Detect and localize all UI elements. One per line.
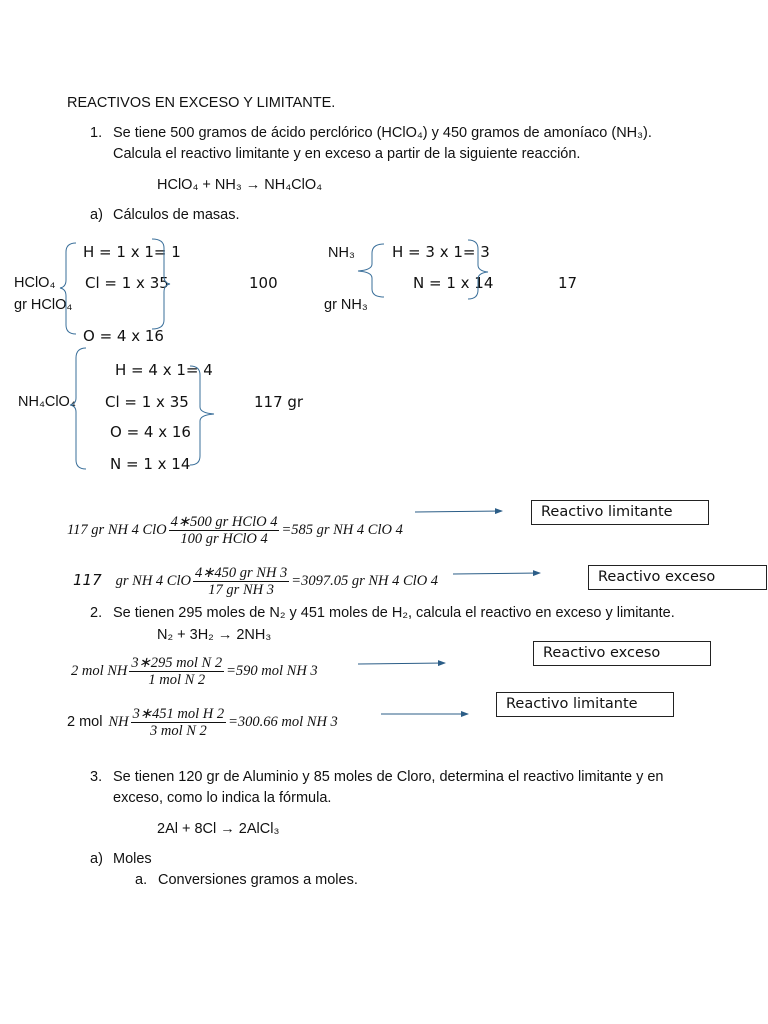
calc-3-arrow xyxy=(358,663,445,664)
calc-1-denominator: 100 gr HClO 4 xyxy=(180,531,268,547)
problem-2-number: 2. xyxy=(90,605,103,621)
calc-1-numerator: 4∗500 gr HClO 4 xyxy=(170,514,278,530)
problem-3-text-line1: Se tienen 120 gr de Aluminio y 85 moles de Cloro, determina el reactivo limitante y en xyxy=(113,769,664,785)
nh4clo4-total: 117 gr xyxy=(254,393,304,411)
nh4clo4-h-line: H = 4 x 1= 4 xyxy=(115,361,213,379)
calc-1-arrow xyxy=(415,511,502,512)
problem-1-sub-a-label: a) xyxy=(90,207,103,223)
nh4clo4-n-line: N = 1 x 14 xyxy=(110,455,191,473)
problem-2-reaction: N₂ + 3H₂ → 2NH₃ xyxy=(157,627,272,643)
calc-3-result-box: Reactivo exceso xyxy=(533,641,711,666)
problem-1-number: 1. xyxy=(90,125,103,141)
problem-1-text-line1: Se tiene 500 gramos de ácido perclórico (HClO₄) y 450 gramos de amoníaco (NH₃). xyxy=(113,125,652,141)
nh4clo4-o-line: O = 4 x 16 xyxy=(110,423,191,441)
calc-4-denominator: 3 mol N 2 xyxy=(149,723,207,739)
calc-2-equation xyxy=(73,565,438,598)
problem-3-number: 3. xyxy=(90,769,103,785)
calc-2-result-box: Reactivo exceso xyxy=(588,565,767,590)
nh4clo4-right-brace xyxy=(190,366,214,465)
calc-1-fraction xyxy=(169,514,280,547)
nh3-left-brace xyxy=(358,244,384,297)
calc-4-numerator: 3∗451 mol H 2 xyxy=(132,706,225,722)
calc-4-rhs: =300.66 mol NH 3 xyxy=(228,713,338,730)
calc-3-rhs: =590 mol NH 3 xyxy=(226,662,318,679)
calc-1-lhs: 117 gr NH 4 ClO xyxy=(67,521,167,538)
calc-4-lhs-prefix: 2 mol xyxy=(67,713,103,730)
calc-2-denominator: 17 gr NH 3 xyxy=(208,582,274,598)
problem-3-sub-a-a-label: a. xyxy=(135,872,148,888)
problem-2-text: Se tienen 295 moles de N₂ y 451 moles de H₂, calcula el reactivo en exceso y limitante. xyxy=(113,605,675,621)
nh3-label: NH₃ xyxy=(328,245,355,261)
nh3-unit: gr NH₃ xyxy=(324,297,368,313)
nh4clo4-cl-line: Cl = 1 x 35 xyxy=(105,393,189,411)
calc-2-fraction xyxy=(193,565,289,598)
problem-3-text-line2: exceso, como lo indica la fórmula. xyxy=(113,790,332,806)
problem-3-sub-a-a-text: Conversiones gramos a moles. xyxy=(158,872,358,888)
problem-1-reaction: HClO₄ + NH₃ → NH₄ClO₄ xyxy=(157,177,323,193)
calc-1-equation xyxy=(67,514,403,547)
calc-2-arrow xyxy=(453,573,540,574)
hclo4-unit: gr HClO₄ xyxy=(14,297,73,313)
nh3-h-line: H = 3 x 1= 3 xyxy=(392,243,490,261)
document-title: REACTIVOS EN EXCESO Y LIMITANTE. xyxy=(67,95,336,111)
calc-4-result-box: Reactivo limitante xyxy=(496,692,674,717)
hclo4-cl-line: Cl = 1 x 35 xyxy=(85,274,169,292)
calc-4-lhs: NH xyxy=(108,713,129,730)
hclo4-label: HClO₄ xyxy=(14,275,56,291)
problem-1-text-line2: Calcula el reactivo limitante y en exceso a partir de la siguiente reacción. xyxy=(113,146,581,162)
hclo4-o-line: O = 4 x 16 xyxy=(83,327,164,345)
problem-3-reaction: 2Al + 8Cl → 2AlCl₃ xyxy=(157,821,280,837)
calc-3-equation xyxy=(71,655,318,688)
calc-2-lhs: gr NH 4 ClO xyxy=(115,572,191,589)
calc-1-result-box: Reactivo limitante xyxy=(531,500,709,525)
problem-3-sub-a-text: Moles xyxy=(113,851,152,867)
calc-2-numerator: 4∗450 gr NH 3 xyxy=(194,565,288,581)
calc-3-lhs: 2 mol NH xyxy=(71,662,128,679)
calc-3-denominator: 1 mol N 2 xyxy=(148,672,206,688)
calc-3-numerator: 3∗295 mol N 2 xyxy=(131,655,223,671)
nh4clo4-label: NH₄ClO₄ xyxy=(18,394,76,410)
calc-4-fraction xyxy=(131,706,227,739)
hclo4-left-brace xyxy=(60,243,76,334)
nh3-n-line: N = 1 x 14 xyxy=(413,274,494,292)
problem-1-sub-a-text: Cálculos de masas. xyxy=(113,207,240,223)
hclo4-total: 100 xyxy=(249,274,278,292)
calc-2-lhs-number: 117 xyxy=(73,570,102,589)
calc-1-rhs: =585 gr NH 4 ClO 4 xyxy=(281,521,403,538)
nh3-total: 17 xyxy=(558,274,578,292)
problem-3-sub-a-label: a) xyxy=(90,851,103,867)
hclo4-h-line: H = 1 x 1= 1 xyxy=(83,243,181,261)
calc-4-equation xyxy=(67,706,338,739)
calc-2-rhs: =3097.05 gr NH 4 ClO 4 xyxy=(291,572,439,589)
calc-3-fraction xyxy=(129,655,224,688)
